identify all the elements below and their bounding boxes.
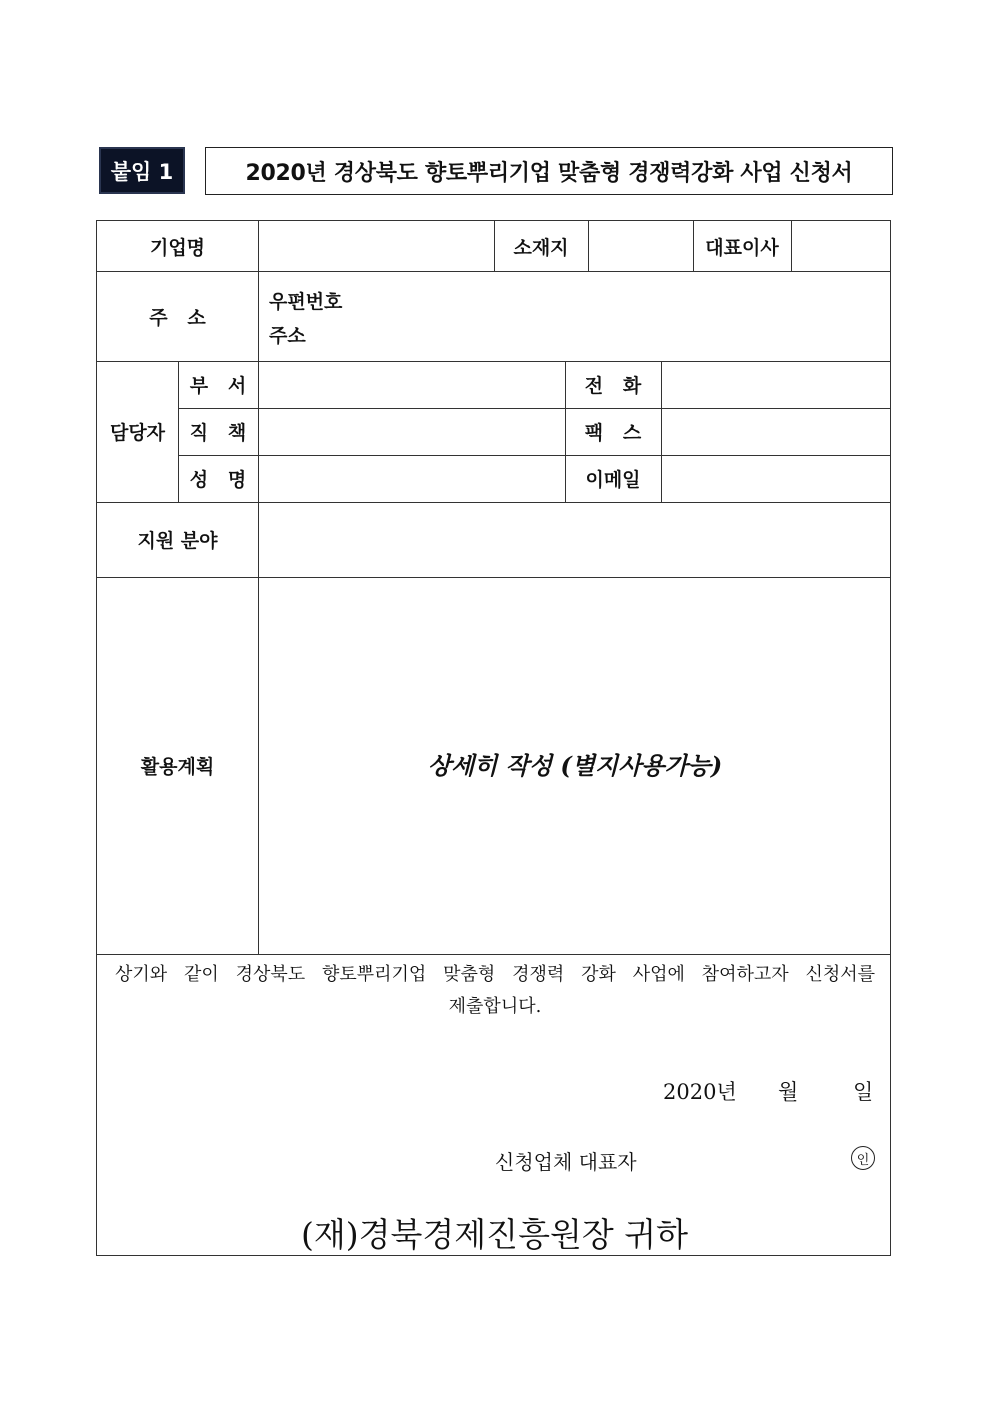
phone-label: 전 화	[584, 375, 642, 397]
location-field[interactable]	[589, 221, 693, 271]
company-name-label: 기업명	[149, 236, 206, 259]
attachment-badge: 붙임 1	[99, 147, 185, 194]
support-field-label: 지원 분야	[137, 530, 218, 552]
email-label: 이메일	[585, 469, 641, 491]
date-day: 일	[853, 1080, 874, 1104]
postal-code-label: 우편번호	[269, 291, 343, 313]
seal-mark-icon: 인	[851, 1146, 875, 1170]
date-month: 월	[778, 1080, 799, 1104]
ceo-field[interactable]	[792, 221, 890, 271]
contact-person-label: 담당자	[109, 422, 166, 444]
department-label: 부 서	[189, 375, 247, 397]
applicant-representative-label: 신청업체 대표자	[495, 1150, 637, 1174]
contact-name-label: 성 명	[189, 469, 247, 491]
statement-line-2: 제출합니다.	[448, 996, 542, 1017]
row-divider	[97, 954, 890, 955]
company-name-field[interactable]	[259, 221, 494, 271]
location-label: 소재지	[513, 236, 569, 259]
addressee: (재)경북경제진흥원장 귀하	[301, 1215, 688, 1254]
fax-label: 팩 스	[584, 422, 642, 444]
fax-field[interactable]	[662, 408, 890, 455]
support-field-input[interactable]	[259, 502, 890, 577]
application-statement	[115, 959, 875, 1023]
contact-name-field[interactable]	[259, 455, 565, 502]
application-form	[96, 220, 891, 1256]
department-field[interactable]	[259, 361, 565, 408]
position-label: 직 책	[189, 422, 247, 444]
statement-line-1: 상기와 같이 경상북도 향토뿌리기업 맞춤형 경쟁력 강화 사업에 참여하고자 신청서를	[115, 964, 875, 985]
ceo-label: 대표이사	[705, 236, 779, 259]
email-field[interactable]	[662, 455, 890, 502]
phone-field[interactable]	[662, 361, 890, 408]
address-line-label: 주소	[269, 325, 306, 347]
utilization-plan-label: 활용계획	[140, 756, 215, 778]
document-title: 2020년 경상북도 향토뿌리기업 맞춤형 경쟁력강화 사업 신청서	[205, 147, 893, 195]
date-year: 2020년	[663, 1080, 737, 1104]
address-label: 주 소	[149, 306, 206, 329]
plan-guide-text: 상세히 작성 (별지사용가능)	[427, 751, 723, 780]
position-field[interactable]	[259, 408, 565, 455]
